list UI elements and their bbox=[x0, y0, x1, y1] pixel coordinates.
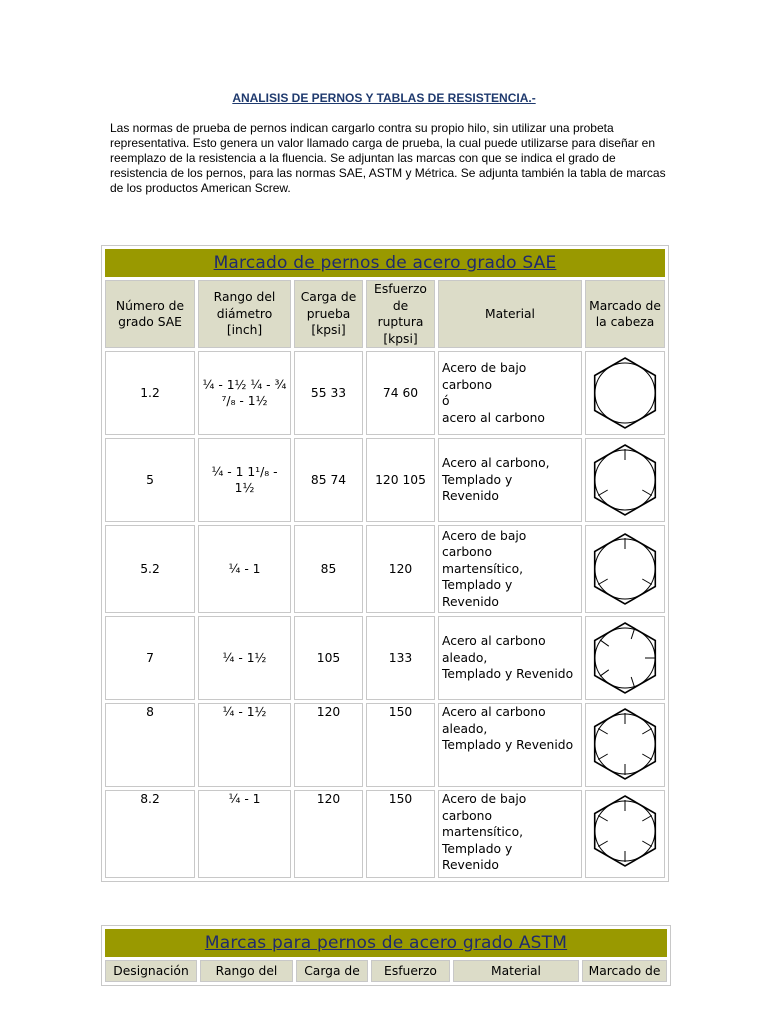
grade-cell: 8.2 bbox=[105, 790, 195, 878]
material-line: Revenido bbox=[442, 858, 499, 872]
material-line: Templado y bbox=[442, 841, 513, 856]
header-designation: Designación bbox=[105, 960, 197, 982]
head-marking-cell bbox=[585, 703, 665, 787]
tensile-cell: 120 105 bbox=[366, 438, 435, 522]
grade-cell: 7 bbox=[105, 616, 195, 700]
material-line: carbono bbox=[442, 808, 492, 823]
tensile-cell: 133 bbox=[366, 616, 435, 700]
range-cell: ¼ - 1½ ¼ - ¾ ⁷/₈ - 1½ bbox=[198, 351, 291, 435]
tensile-cell: 150 bbox=[366, 703, 435, 787]
header-head-marking: Marcado de bbox=[582, 960, 667, 982]
table-row bbox=[105, 790, 665, 878]
proof-cell: 55 33 bbox=[294, 351, 363, 435]
intro-paragraph: Las normas de prueba de pernos indican cargarlo contra su propio hilo, sin utilizar una probeta representativa. Esto genera un valor llamado carga de prueba, la cual puede utilizarse para diseñar en reemplazo de la resistencia a la fluencia. Se adjuntan las marcas con que se indica el grado de resistencia de los pernos, para las normas SAE, ASTM y Métrica. Se adjunta también la tabla de marcas de los productos American Screw. bbox=[110, 121, 666, 195]
range-cell: ¼ - 1 bbox=[198, 790, 291, 878]
table-row bbox=[105, 438, 665, 522]
material-line: Acero al carbono bbox=[442, 705, 546, 719]
grade-cell: 8 bbox=[105, 703, 195, 787]
bolt-head-icon bbox=[587, 791, 663, 871]
material-line: Acero al carbono bbox=[442, 634, 546, 649]
range-cell: ¼ - 1½ bbox=[198, 703, 291, 787]
material-line: martensítico, bbox=[442, 561, 524, 576]
astm-grade-table bbox=[101, 925, 671, 986]
material-line: ó bbox=[442, 394, 450, 408]
header-range: Rango del diámetro [inch] bbox=[198, 280, 291, 348]
header-proof-load: Carga de prueba [kpsi] bbox=[294, 280, 363, 348]
bolt-head-icon bbox=[587, 353, 663, 433]
material-cell bbox=[438, 351, 582, 435]
header-tensile: Esfuerzo bbox=[371, 960, 450, 982]
bolt-head-icon bbox=[587, 529, 663, 609]
proof-cell: 85 74 bbox=[294, 438, 363, 522]
material-line: Acero de bajo bbox=[442, 792, 527, 806]
head-marking-cell bbox=[585, 525, 665, 613]
material-cell bbox=[438, 703, 582, 787]
header-head-marking: Marcado de la cabeza bbox=[585, 280, 665, 348]
header-range: Rango del bbox=[200, 960, 293, 982]
range-cell: ¼ - 1½ bbox=[198, 616, 291, 700]
tensile-cell: 74 60 bbox=[366, 351, 435, 435]
material-cell bbox=[438, 438, 582, 522]
bolt-head-icon bbox=[587, 704, 663, 784]
table-row bbox=[105, 351, 665, 435]
material-line: Acero de bajo bbox=[442, 528, 527, 543]
proof-cell: 85 bbox=[294, 525, 363, 613]
table-row bbox=[105, 616, 665, 700]
range-cell: ¼ - 1 1¹/₈ - 1½ bbox=[198, 438, 291, 522]
material-line: martensítico, bbox=[442, 825, 524, 839]
header-material: Material bbox=[453, 960, 579, 982]
material-line: aleado, bbox=[442, 721, 488, 736]
material-line: acero al carbono bbox=[442, 410, 545, 425]
grade-cell: 5 bbox=[105, 438, 195, 522]
material-line: Revenido bbox=[442, 594, 499, 609]
grade-cell: 1.2 bbox=[105, 351, 195, 435]
material-line: carbono bbox=[442, 545, 492, 560]
sae-grade-table bbox=[101, 245, 669, 882]
material-cell bbox=[438, 790, 582, 878]
bolt-head-icon bbox=[587, 440, 663, 520]
material-line: Acero al carbono, bbox=[442, 456, 550, 471]
head-marking-cell bbox=[585, 438, 665, 522]
header-material: Material bbox=[438, 280, 582, 348]
material-line: aleado, bbox=[442, 650, 488, 665]
range-cell: ¼ - 1 bbox=[198, 525, 291, 613]
material-line: Templado y Revenido bbox=[442, 667, 574, 682]
head-marking-cell bbox=[585, 616, 665, 700]
material-line: Templado y bbox=[442, 578, 513, 593]
table-row bbox=[105, 525, 665, 613]
proof-cell: 120 bbox=[294, 703, 363, 787]
header-tensile: Esfuerzo de ruptura [kpsi] bbox=[366, 280, 435, 348]
page-title: ANALISIS DE PERNOS Y TABLAS DE RESISTENCIA.- bbox=[232, 91, 536, 105]
material-cell bbox=[438, 616, 582, 700]
header-proof-load: Carga de bbox=[296, 960, 368, 982]
head-marking-cell bbox=[585, 351, 665, 435]
material-line: Acero de bajo carbono bbox=[442, 361, 527, 392]
tensile-cell: 150 bbox=[366, 790, 435, 878]
sae-table-banner: Marcado de pernos de acero grado SAE bbox=[105, 249, 665, 277]
head-marking-cell bbox=[585, 790, 665, 878]
material-line: Revenido bbox=[442, 489, 499, 504]
header-grade: Número de grado SAE bbox=[105, 280, 195, 348]
tensile-cell: 120 bbox=[366, 525, 435, 613]
proof-cell: 105 bbox=[294, 616, 363, 700]
material-line: Templado y Revenido bbox=[442, 738, 574, 752]
table-row bbox=[105, 703, 665, 787]
proof-cell: 120 bbox=[294, 790, 363, 878]
material-line: Templado y bbox=[442, 472, 513, 487]
astm-table-banner: Marcas para pernos de acero grado ASTM bbox=[105, 929, 667, 957]
material-cell bbox=[438, 525, 582, 613]
bolt-head-icon bbox=[587, 618, 663, 698]
grade-cell: 5.2 bbox=[105, 525, 195, 613]
